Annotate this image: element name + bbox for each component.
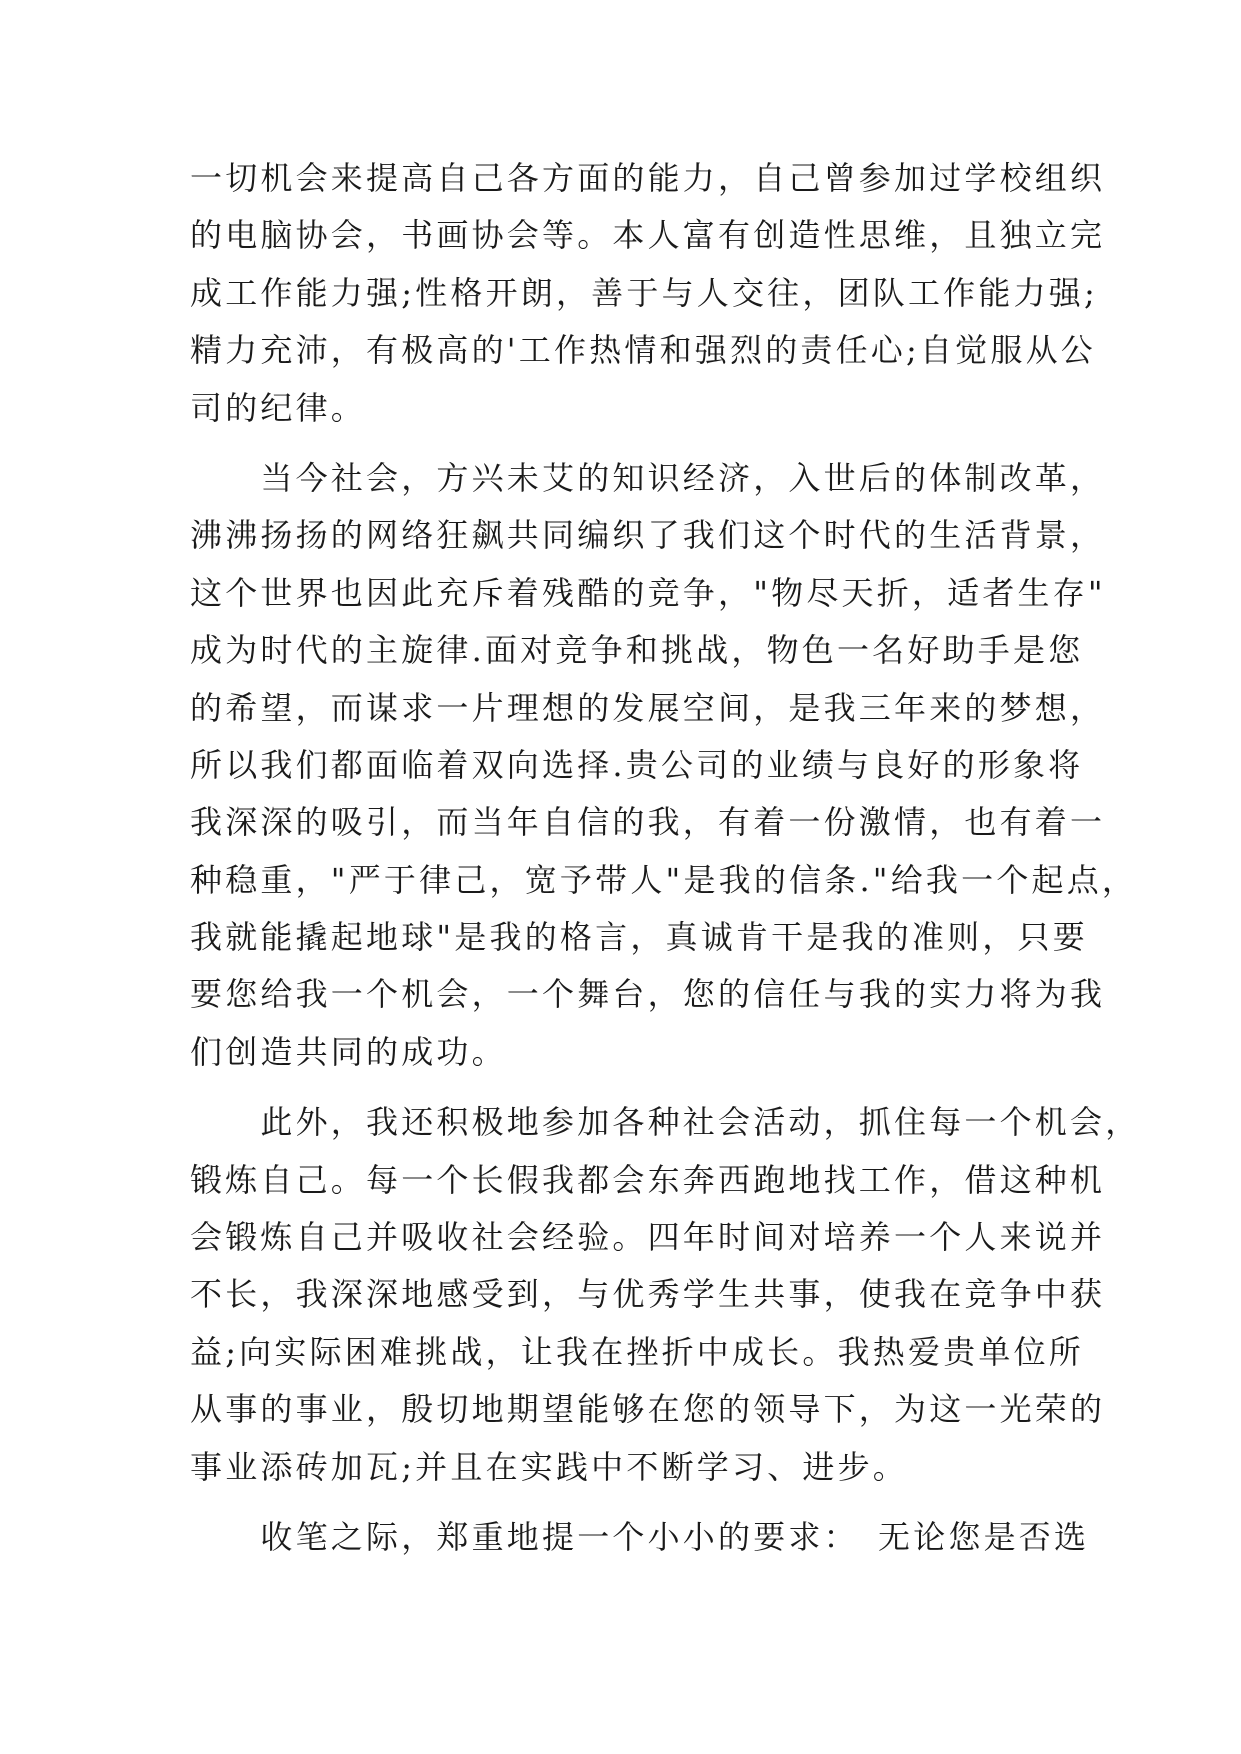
paragraph bbox=[190, 1509, 1090, 1566]
text-line: 司的纪律。 bbox=[190, 388, 367, 427]
text-line: 益;向实际困难挑战，让我在挫折中成长。我热爱贵单位所 bbox=[190, 1332, 1084, 1371]
paragraph bbox=[190, 150, 1106, 437]
paragraph-spacer bbox=[190, 1496, 1070, 1509]
paragraph bbox=[190, 450, 1138, 1081]
text-line: 当今社会，方兴未艾的知识经济，入世后的体制改革， bbox=[190, 458, 1106, 497]
text-line: 我就能撬起地球"是我的格言，真诚肯干是我的准则，只要 bbox=[190, 918, 1088, 957]
text-line: 事业添砖加瓦;并且在实践中不断学习、进步。 bbox=[190, 1447, 908, 1486]
text-line: 收笔之际，郑重地提一个小小的要求： 无论您是否选 bbox=[190, 1517, 1090, 1556]
text-line: 沸沸扬扬的网络狂飙共同编织了我们这个时代的生活背景， bbox=[190, 516, 1106, 555]
text-line: 这个世界也因此充斥着残酷的竞争，"物尽天折，适者生存" bbox=[190, 573, 1106, 612]
text-line: 成工作能力强;性格开朗，善于与人交往，团队工作能力强; bbox=[190, 273, 1098, 312]
text-line: 锻炼自己。每一个长假我都会东奔西跑地找工作，借这种机 bbox=[190, 1160, 1106, 1199]
paragraph-spacer bbox=[190, 437, 1070, 450]
paragraph-spacer bbox=[190, 1081, 1070, 1094]
text-line: 种稳重，"严于律己，宽予带人"是我的信条."给我一个起点， bbox=[190, 860, 1138, 899]
text-line: 会锻炼自己并吸收社会经验。四年时间对培养一个人来说并 bbox=[190, 1218, 1106, 1257]
text-line: 从事的事业，殷切地期望能够在您的领导下，为这一光荣的 bbox=[190, 1390, 1106, 1429]
text-line: 的电脑协会，书画协会等。本人富有创造性思维，且独立完 bbox=[190, 216, 1106, 255]
document-body bbox=[190, 150, 1141, 1566]
text-line: 此外，我还积极地参加各种社会活动，抓住每一个机会， bbox=[190, 1103, 1141, 1142]
text-line: 精力充沛，有极高的'工作热情和强烈的责任心;自觉服从公 bbox=[190, 331, 1096, 370]
text-line: 不长，我深深地感受到，与优秀学生共事，使我在竞争中获 bbox=[190, 1275, 1106, 1314]
text-line: 我深深的吸引，而当年自信的我，有着一份激情，也有着一 bbox=[190, 803, 1106, 842]
text-line: 一切机会来提高自己各方面的能力，自己曾参加过学校组织 bbox=[190, 159, 1106, 197]
text-line: 所以我们都面临着双向选择.贵公司的业绩与良好的形象将 bbox=[190, 745, 1084, 784]
text-line: 成为时代的主旋律.面对竞争和挑战，物色一名好助手是您 bbox=[190, 631, 1084, 670]
text-line: 的希望，而谋求一片理想的发展空间，是我三年来的梦想， bbox=[190, 688, 1106, 727]
text-line: 们创造共同的成功。 bbox=[190, 1032, 507, 1071]
paragraph bbox=[190, 1094, 1141, 1496]
text-line: 要您给我一个机会，一个舞台，您的信任与我的实力将为我 bbox=[190, 975, 1106, 1014]
